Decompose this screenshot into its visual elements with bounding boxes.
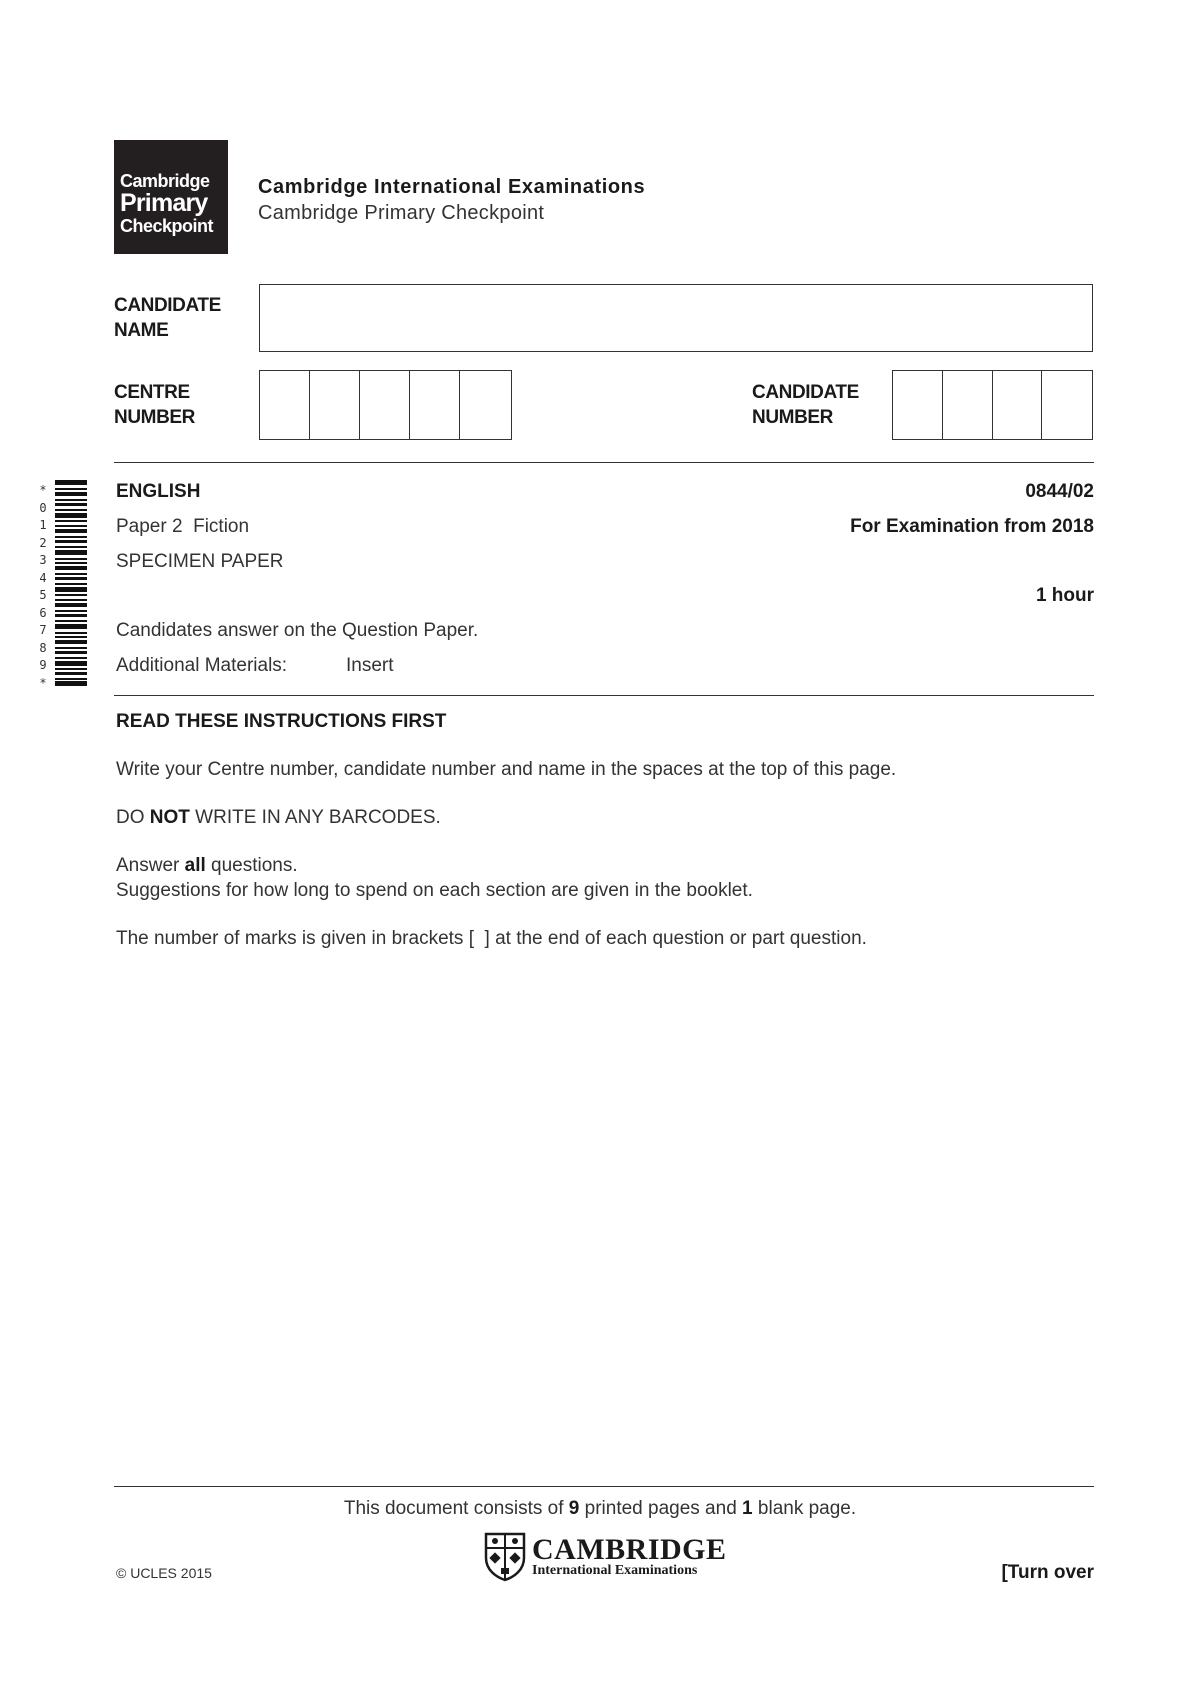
barcode-digit: 5 — [39, 588, 47, 602]
logo-line-1: Cambridge — [120, 171, 210, 191]
centre-number-digit-box[interactable] — [310, 371, 360, 439]
instruction-text: Answer — [116, 855, 185, 876]
barcode-digit: 2 — [39, 535, 47, 550]
barcode-digit: 7 — [39, 623, 47, 637]
materials-value: Insert — [346, 655, 394, 676]
barcode-digit: 9 — [39, 658, 47, 672]
barcode-digit: 3 — [39, 553, 47, 567]
instruction-text: DO — [116, 807, 150, 828]
programme-name: Cambridge Primary Checkpoint — [258, 202, 545, 224]
page-count — [0, 1498, 1200, 1520]
divider — [114, 462, 1094, 463]
page-count-text: blank page. — [752, 1498, 857, 1519]
logo-line-2: Primary — [120, 189, 208, 217]
candidate-number-label — [752, 380, 859, 430]
barcode-digit: * — [39, 483, 47, 497]
barcode-digit: * — [39, 675, 47, 690]
instruction-line-4: Suggestions for how long to spend on each section are given in the booklet. — [116, 880, 753, 901]
logo-line-3: Checkpoint — [120, 216, 214, 236]
subject: ENGLISH — [116, 481, 201, 502]
instruction-line-5: The number of marks is given in brackets [ ] at the end of each question or part question. — [116, 928, 867, 949]
page-count-text: This document consists of — [343, 1498, 569, 1519]
centre-number-digit-box[interactable] — [260, 371, 310, 439]
blank-pages-count: 1 — [742, 1498, 753, 1519]
divider — [114, 695, 1094, 696]
barcode-digit: 1 — [39, 518, 47, 532]
specimen-label: SPECIMEN PAPER — [116, 551, 284, 572]
barcode — [55, 480, 87, 686]
page-count-text: printed pages and — [579, 1498, 743, 1519]
centre-number-digit-box[interactable] — [360, 371, 410, 439]
instructions-heading: READ THESE INSTRUCTIONS FIRST — [116, 711, 447, 732]
candidate-name-label — [114, 293, 221, 343]
barcode-digit: 0 — [39, 500, 47, 515]
cambridge-international-logo — [484, 1532, 727, 1582]
duration: 1 hour — [1035, 585, 1094, 606]
materials-label: Additional Materials: — [116, 655, 288, 676]
candidate-number-label-line1: CANDIDATE — [752, 382, 859, 403]
syllabus-code: 0844/02 — [1025, 481, 1094, 502]
barcode-digit: 6 — [39, 605, 47, 620]
centre-number-digit-box[interactable] — [410, 371, 460, 439]
instruction-line-3 — [116, 853, 298, 878]
cambridge-subtitle: International Examinations — [532, 1563, 698, 1578]
cambridge-primary-checkpoint-logo — [114, 140, 228, 254]
candidate-number-label-line2: NUMBER — [752, 407, 833, 428]
candidate-name-label-line2: NAME — [114, 320, 169, 341]
barcode-digit: 8 — [39, 640, 47, 655]
barcode-digit: 4 — [39, 570, 47, 585]
centre-number-label-line1: CENTRE — [114, 382, 190, 403]
barcode-digits — [36, 482, 50, 692]
centre-number-field[interactable] — [259, 370, 512, 440]
candidate-name-field[interactable] — [259, 284, 1093, 352]
instruction-line-1: Write your Centre number, candidate number and name in the spaces at the top of this page. — [116, 759, 897, 780]
copyright: © UCLES 2015 — [116, 1565, 212, 1581]
candidate-number-digit-box[interactable] — [893, 371, 943, 439]
candidate-number-digit-box[interactable] — [943, 371, 993, 439]
instruction-text: questions. — [205, 855, 298, 876]
candidate-name-label-line1: CANDIDATE — [114, 295, 221, 316]
cambridge-wordmark: CAMBRIDGE — [532, 1533, 727, 1566]
organisation-name: Cambridge International Examinations — [258, 176, 646, 198]
centre-number-label-line2: NUMBER — [114, 407, 195, 428]
instruction-text: WRITE IN ANY BARCODES. — [189, 807, 441, 828]
exam-from: For Examination from 2018 — [850, 516, 1094, 537]
instruction-line-2 — [116, 805, 441, 830]
cambridge-shield-icon — [484, 1532, 526, 1582]
centre-number-label — [114, 380, 195, 430]
answer-on: Candidates answer on the Question Paper. — [116, 620, 479, 641]
printed-pages-count: 9 — [568, 1498, 580, 1519]
instruction-emphasis: NOT — [149, 807, 190, 828]
paper-title: Paper 2 Fiction — [116, 516, 250, 537]
candidate-number-field[interactable] — [892, 370, 1093, 440]
centre-number-digit-box[interactable] — [460, 371, 510, 439]
candidate-number-digit-box[interactable] — [993, 371, 1043, 439]
footer-divider — [114, 1486, 1094, 1487]
turn-over: [Turn over — [1001, 1562, 1094, 1583]
candidate-number-digit-box[interactable] — [1042, 371, 1092, 439]
instruction-emphasis: all — [184, 855, 206, 876]
